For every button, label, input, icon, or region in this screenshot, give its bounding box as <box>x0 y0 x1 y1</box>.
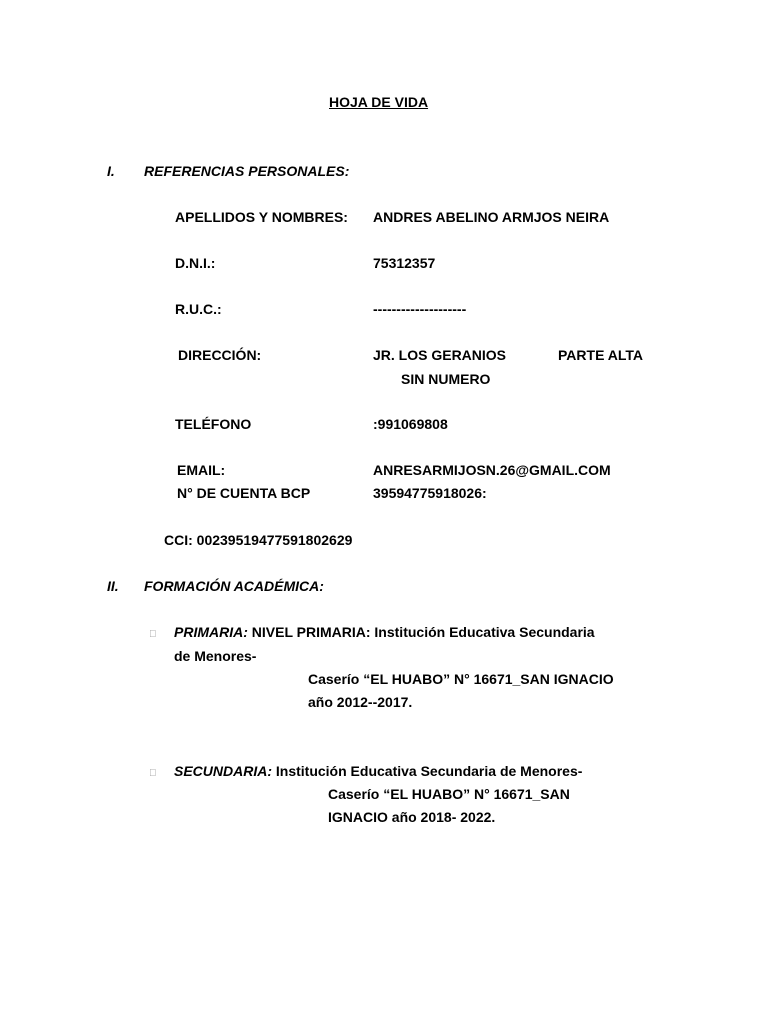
section-1-heading: REFERENCIAS PERSONALES: <box>144 163 350 179</box>
secundaria-text-1: Institución Educativa Secundaria de Menores- <box>272 763 583 779</box>
email-label: EMAIL: <box>177 462 226 478</box>
phone-value: :991069808 <box>373 416 448 432</box>
address-value-line1: JR. LOS GERANIOS <box>373 347 507 363</box>
primaria-line2: de Menores- <box>174 648 257 664</box>
secundaria-line2: Caserío “EL HUABO” N° 16671_SAN <box>328 786 570 802</box>
email-value: ANRESARMIJOSN.26@GMAIL.COM <box>373 462 611 478</box>
section-1-numeral: I. <box>107 163 115 179</box>
bullet-icon <box>149 626 157 643</box>
section-2-heading: FORMACIÓN ACADÉMICA: <box>144 578 324 594</box>
address-value-line1b: PARTE ALTA <box>558 347 644 363</box>
primaria-text-1: NIVEL PRIMARIA: Institución Educativa Secundaria <box>247 624 595 640</box>
name-label: APELLIDOS Y NOMBRES: <box>175 209 348 225</box>
address-label: DIRECCIÓN: <box>178 347 262 363</box>
bullet-icon <box>149 765 157 782</box>
address-value-line2: SIN NUMERO <box>401 371 491 387</box>
primaria-label: PRIMARIA: <box>174 624 248 640</box>
primaria-line1 <box>174 624 595 641</box>
dni-value: 75312357 <box>373 255 436 271</box>
phone-label: TELÉFONO <box>175 416 252 432</box>
primaria-line3: Caserío “EL HUABO” N° 16671_SAN IGNACIO <box>308 671 614 687</box>
account-label: N° DE CUENTA BCP <box>177 485 311 501</box>
secundaria-label: SECUNDARIA: <box>174 763 272 779</box>
ruc-label: R.U.C.: <box>175 301 222 317</box>
cci-line: CCI: 00239519477591802629 <box>164 532 353 548</box>
section-2-numeral: II. <box>107 578 119 594</box>
dni-label: D.N.I.: <box>175 255 216 271</box>
secundaria-line1 <box>174 763 582 780</box>
document-title: HOJA DE VIDA <box>329 94 429 110</box>
account-value: 39594775918026: <box>373 485 487 501</box>
ruc-value: -------------------- <box>373 301 467 317</box>
secundaria-line3: IGNACIO año 2018- 2022. <box>328 809 496 825</box>
primaria-line4: año 2012--2017. <box>308 694 413 710</box>
name-value: ANDRES ABELINO ARMJOS NEIRA <box>373 209 610 225</box>
